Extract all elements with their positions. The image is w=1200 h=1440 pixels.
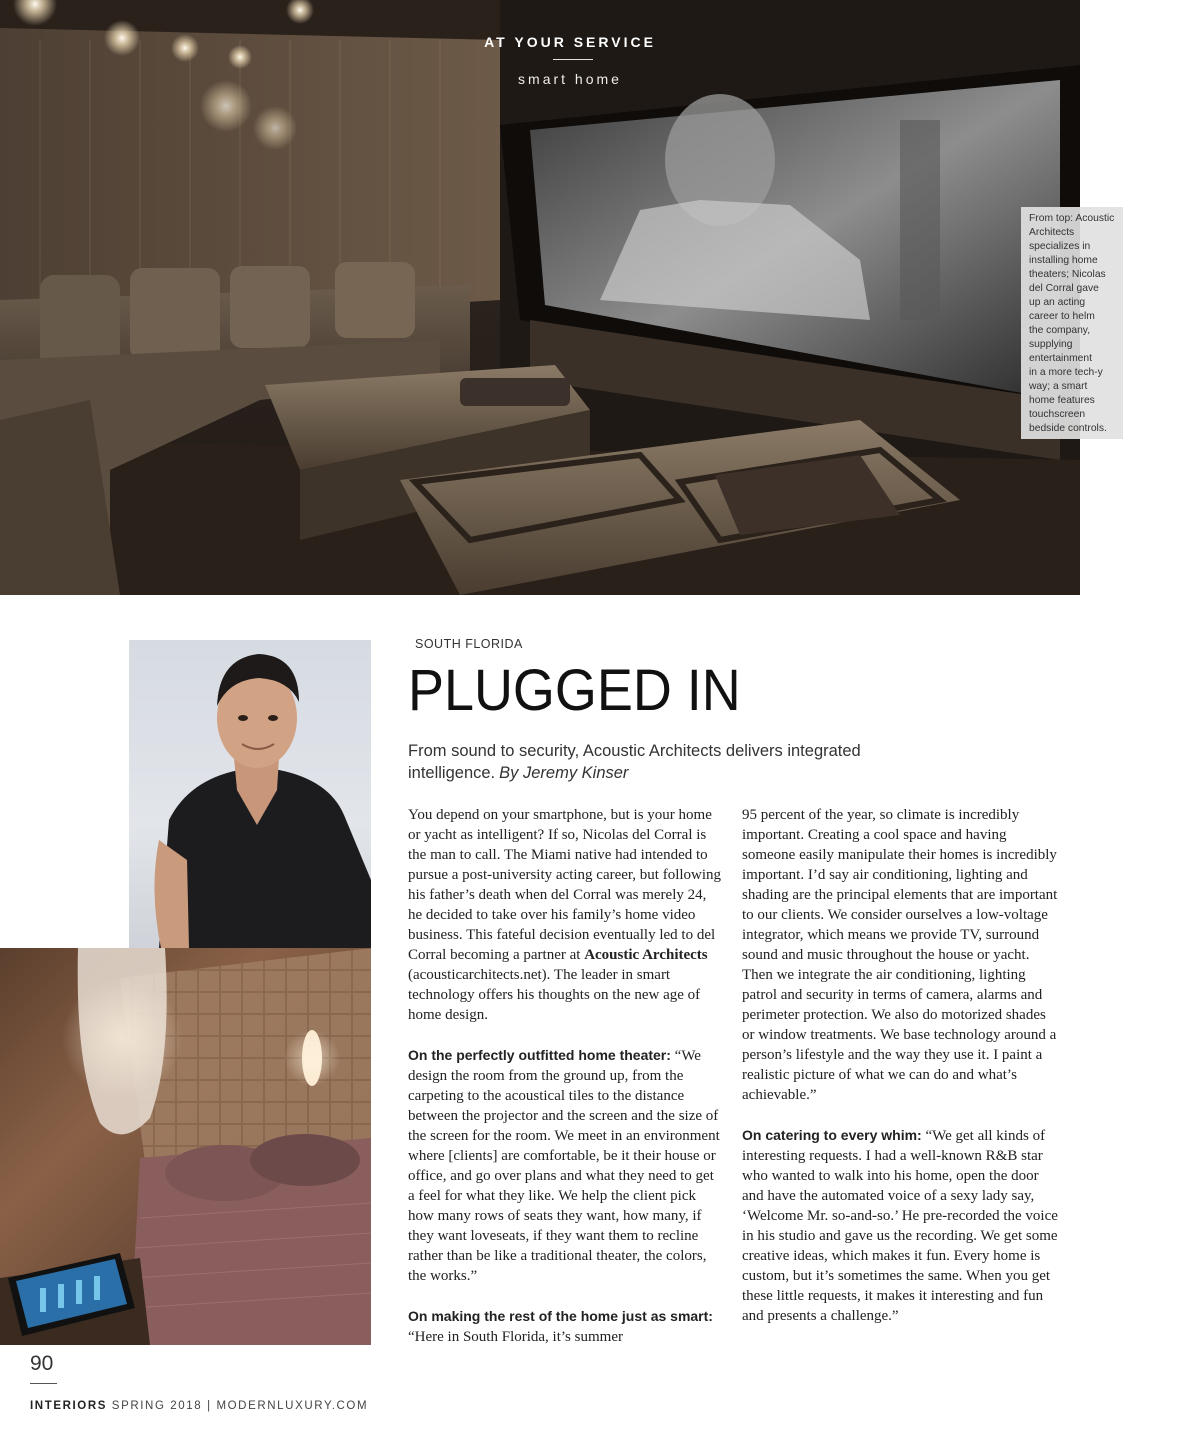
caption-line: specializes in bbox=[1029, 241, 1091, 252]
caption-line: in a more tech-y bbox=[1029, 367, 1103, 378]
section-kicker: AT YOUR SERVICE bbox=[484, 34, 656, 50]
caption-line: way; a smart bbox=[1029, 381, 1088, 392]
caption-line: career to helm bbox=[1029, 311, 1095, 322]
qa-lead: On making the rest of the home just as smart: bbox=[408, 1308, 713, 1324]
caption-line: up an acting bbox=[1029, 297, 1086, 308]
section-subhead: smart home bbox=[518, 71, 622, 87]
page-number-rule bbox=[30, 1383, 57, 1384]
magazine-name: INTERIORS bbox=[30, 1400, 108, 1412]
deck-text: From sound to security, Acoustic Architects delivers integrated intelligence. bbox=[408, 742, 861, 782]
qa-answer: “We get all kinds of interesting requests. I had a well-known R&B star who wanted to walk into his home, open the door and have the automated voice of a sexy lady say, ‘Welcome Mr. so-and-so.’ He pre-recorded the voice in his studio and gave us the recording. We get some creative ideas, which makes it fun. Every home is custom, but it’s sometimes the same. When you get these little requests, it makes it interesting and fun and presents a challenge.” bbox=[742, 1128, 1058, 1324]
caption-line: Architects bbox=[1029, 227, 1075, 238]
portrait-photo bbox=[129, 640, 371, 948]
qa-lead: On the perfectly outfitted home theater: bbox=[408, 1047, 671, 1063]
caption-line: installing home bbox=[1029, 255, 1098, 266]
page-number: 90 bbox=[30, 1352, 54, 1375]
qa-home-theater bbox=[408, 1045, 723, 1286]
article-headline: PLUGGED IN bbox=[408, 658, 741, 723]
body-column-right bbox=[742, 805, 1060, 1346]
caption-line: supplying bbox=[1029, 339, 1073, 350]
qa-answer: “We design the room from the ground up, from the carpeting to the acoustical tiles to the distance between the projector and the screen and the size of the screen for the room. We meet in an environment where [clients] are comfortable, be it their house or office, and go over plans and what they need to get a feel for what they like. We help the client pick how many rows of seats they want, how many, if they want loveseats, if they want them to recline rather than be like a traditional theater, the colors, the works.” bbox=[408, 1048, 720, 1284]
caption-line: From top: Acoustic bbox=[1029, 213, 1115, 224]
qa-lead: On catering to every whim: bbox=[742, 1127, 922, 1143]
company-name: Acoustic Architects bbox=[584, 947, 708, 963]
hero-photo-home-theater bbox=[0, 0, 1080, 595]
article-deck bbox=[408, 740, 928, 784]
photo-caption bbox=[1021, 207, 1123, 439]
intro-paragraph bbox=[408, 805, 723, 1025]
caption-line: del Corral gave bbox=[1029, 283, 1099, 294]
issue-info: SPRING 2018 | MODERNLUXURY.COM bbox=[107, 1400, 369, 1412]
bedroom-illustration bbox=[0, 948, 371, 1345]
region-label: SOUTH FLORIDA bbox=[415, 637, 523, 651]
intro-text-cont: (acousticarchitects.net). The leader in smart technology offers his thoughts on the new age of home design. bbox=[408, 967, 701, 1023]
running-footer bbox=[30, 1400, 368, 1412]
caption-line: theaters; Nicolas bbox=[1029, 269, 1106, 280]
byline: By Jeremy Kinser bbox=[499, 764, 629, 782]
intro-text: You depend on your smartphone, but is your home or yacht as intelligent? If so, Nicolas del Corral is the man to call. The Miami native had intended to pursue a post-university acting career, but following his father’s death when del Corral was merely 24, he decided to take over his family’s home video business. This fateful decision eventually led to del Corral becoming a partner at bbox=[408, 807, 722, 963]
caption-line: touchscreen bbox=[1029, 409, 1086, 420]
qa-answer: “Here in South Florida, it’s summer bbox=[408, 1329, 623, 1345]
qa-every-whim bbox=[742, 1125, 1060, 1326]
qa-smart-home bbox=[408, 1306, 723, 1347]
body-column-left bbox=[408, 805, 723, 1347]
caption-line: home features bbox=[1029, 395, 1095, 406]
bedroom-photo bbox=[0, 948, 371, 1345]
home-theater-illustration bbox=[0, 0, 1080, 595]
caption-line: the company, bbox=[1029, 325, 1091, 336]
caption-line: entertainment bbox=[1029, 353, 1092, 364]
kicker-divider bbox=[553, 59, 593, 60]
caption-line: bedside controls. bbox=[1029, 423, 1107, 434]
portrait-illustration bbox=[129, 640, 371, 948]
qa-smart-home-continued: 95 percent of the year, so climate is incredibly important. Creating a cool space and having someone easily manipulate their homes is incredibly important. I’d say air conditioning, lighting and shading are the principal elements that are important to our clients. We consider ourselves a low-voltage integrator, which means we provide TV, surround sound and music throughout the house or yacht. Then we integrate the air conditioning, lighting patrol and security in terms of camera, alarms and perimeter protection. We also do motorized shades or window treatments. We base technology around a person’s lifestyle and the way they use it. I paint a realistic picture of what we can do and what’s achievable.” bbox=[742, 807, 1058, 1103]
